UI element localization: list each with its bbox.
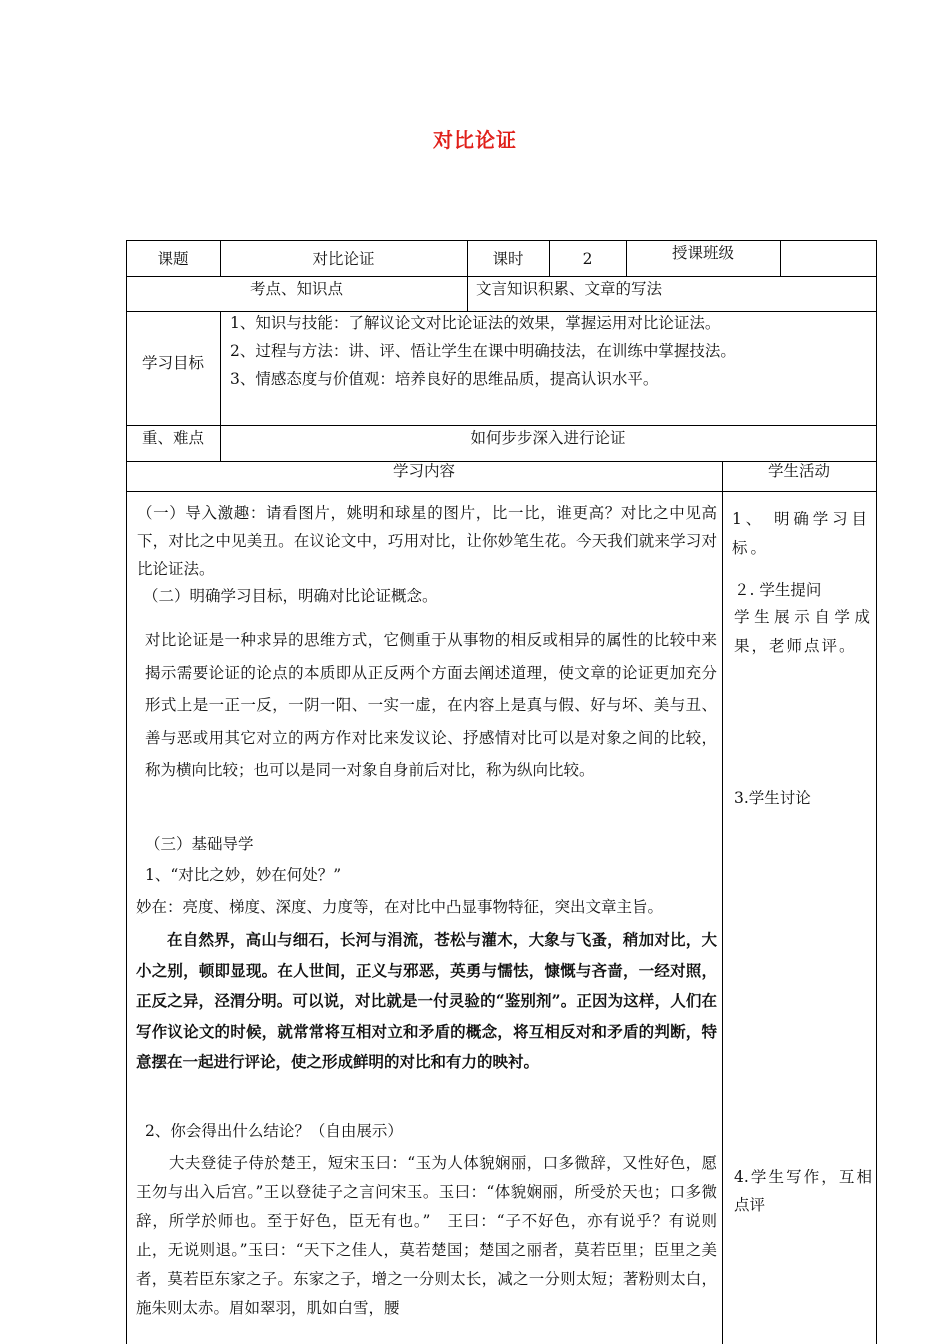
table-border-top — [126, 240, 877, 241]
topic-value: 对比论证 — [312, 250, 375, 268]
table-divider — [722, 461, 723, 1344]
difficulty-value: 如何步步深入进行论证 — [470, 429, 626, 447]
class-label: 授课班级 — [671, 244, 734, 262]
activity-column-header: 学生活动 — [767, 462, 830, 480]
content-column-header: 学习内容 — [392, 462, 455, 480]
table-border-left — [126, 240, 127, 1344]
question-2: 2、你会得出什么结论？（自由展示） — [145, 1122, 403, 1140]
table-divider — [126, 491, 877, 492]
activity-item: 1、 明确学习目标。 — [732, 510, 870, 557]
table-divider — [126, 311, 877, 312]
exam-points-label: 考点、知识点 — [249, 280, 343, 298]
activity-item: ２. 学生提问 — [734, 581, 822, 599]
table-divider — [126, 425, 877, 426]
intro-paragraph: （一）导入激趣：请看图片，姚明和球星的图片，比一比，谁更高？对比之中见高下，对比之中见美丑。在议论文中，巧用对比，让你妙笔生花。今天我们就来学习对比论证法。 — [137, 504, 717, 578]
topic-label: 课题 — [157, 250, 189, 268]
question-1: 1、“对比之妙，妙在何处？” — [145, 866, 342, 884]
difficulty-label: 重、难点 — [141, 429, 204, 447]
goals-label: 学习目标 — [141, 354, 204, 372]
concept-paragraph: 对比论证是一种求异的思维方式，它侧重于从事物的相反或相异的属性的比较中来揭示需要论证的论点的本质即从正反两个方面去阐述道理，使文章的论证更加充分形式上是一正一反，一阴一阳、一实一虚，在内容上是真与假、好与坏、美与丑、善与恶或用其它对立的两方作对比来发议论、抒感情对比可以是对象之间的比较，称为横向比较；也可以是同一对象自身前后对比，称为纵向比较。 — [145, 631, 717, 780]
activity-item: 3.学生讨论 — [734, 789, 811, 807]
goal-item: 2、过程与方法：讲、评、悟让学生在课中明确技法，在训练中掌握技法。 — [230, 342, 736, 360]
table-divider — [780, 240, 781, 276]
table-border-right — [876, 240, 877, 1344]
section-heading: （二）明确学习目标，明确对比论证概念。 — [143, 587, 438, 605]
answer-1: 妙在：亮度、梯度、深度、力度等，在对比中凸显事物特征，突出文章主旨。 — [136, 898, 664, 916]
table-divider — [126, 276, 877, 277]
activity-item: 学生展示自学成果，老师点评。 — [734, 608, 872, 655]
page-title: 对比论证 — [433, 128, 517, 152]
classical-passage: 大夫登徒子侍於楚王，短宋玉曰：“玉为人体貌娴丽，口多微辞，又性好色，愿王勿与出入后宫。”王以登徒子之言问宋玉。玉曰：“体貌娴丽，所受於天也；口多微辞，所学於师也。至于好色，臣无有也。” 王曰：“子不好色，亦有说乎？有说则止，无说则退。”玉曰：“天下之佳人，莫若楚国；楚国之丽者，莫若臣里；臣里之美者，莫若臣东家之子。东家之子，增之一分则太长，减之一分则太短；著粉则太白，施朱则太赤。眉如翠羽，肌如白雪，腰 — [136, 1154, 717, 1317]
goal-item: 3、情感态度与价值观：培养良好的思维品质，提高认识水平。 — [230, 370, 659, 388]
section-heading: （三）基础导学 — [145, 835, 254, 853]
goal-item: 1、知识与技能：了解议论文对比论证法的效果，掌握运用对比论证法。 — [230, 314, 721, 332]
hours-label: 课时 — [492, 250, 524, 268]
activity-item: 4.学生写作，互相点评 — [734, 1168, 872, 1214]
hours-value: 2 — [582, 250, 593, 268]
exam-points-value: 文言知识积累、文章的写法 — [476, 280, 663, 298]
bold-paragraph: 在自然界，高山与细石，长河与涓流，苍松与灌木，大象与飞蚤，稍加对比，大小之别，顿即显现。在人世间，正义与邪恶，英勇与懦怯，慷慨与吝啬，一经对照，正反之异，泾渭分明。可以说，对比就是一付灵验的“鉴别剂”。正因为这样，人们在写作议论文的时候，就常常将互相对立和矛盾的概念，将互相反对和矛盾的判断，特意摆在一起进行评论，使之形成鲜明的对比和有力的映衬。 — [136, 930, 717, 1071]
